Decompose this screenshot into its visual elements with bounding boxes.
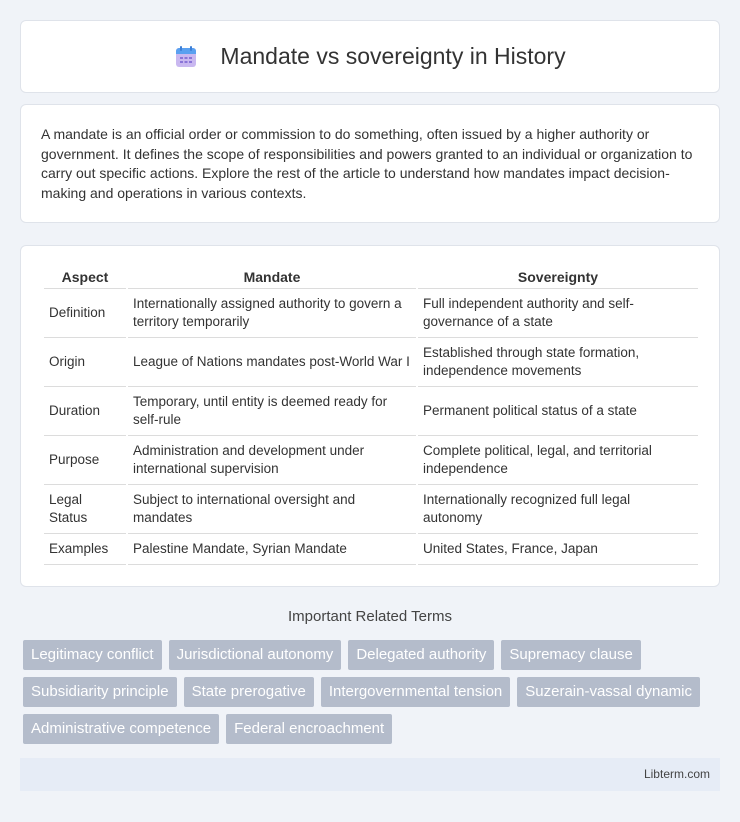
table-row — [44, 387, 698, 436]
cell-sovereignty: Permanent political status of a state — [418, 387, 698, 436]
cell-sovereignty: Complete political, legal, and territorial independence — [418, 436, 698, 485]
cell-aspect: Origin — [44, 338, 126, 387]
related-term-tag[interactable]: State prerogative — [184, 677, 314, 707]
cell-sovereignty: Internationally recognized full legal autonomy — [418, 485, 698, 534]
footer-site-link[interactable]: Libterm.com — [643, 767, 710, 781]
cell-mandate: Temporary, until entity is deemed ready for self-rule — [128, 387, 416, 436]
header-mandate: Mandate — [128, 266, 416, 289]
table-row — [44, 338, 698, 387]
header-aspect: Aspect — [44, 266, 126, 289]
related-term-tag[interactable]: Legitimacy conflict — [23, 640, 162, 670]
cell-mandate: Administration and development under international supervision — [128, 436, 416, 485]
related-term-tag[interactable]: Intergovernmental tension — [321, 677, 510, 707]
related-term-tag[interactable]: Supremacy clause — [501, 640, 640, 670]
cell-mandate: Subject to international oversight and mandates — [128, 485, 416, 534]
cell-sovereignty: Established through state formation, independence movements — [418, 338, 698, 387]
cell-aspect: Purpose — [44, 436, 126, 485]
cell-sovereignty: Full independent authority and self-governance of a state — [418, 289, 698, 338]
related-term-tag[interactable]: Suzerain-vassal dynamic — [517, 677, 700, 707]
cell-mandate: Internationally assigned authority to govern a territory temporarily — [128, 289, 416, 338]
page-title: Mandate vs sovereignty in History — [220, 43, 566, 69]
intro-card — [20, 104, 720, 223]
calendar-icon — [174, 45, 198, 69]
related-term-tag[interactable]: Administrative competence — [23, 714, 219, 744]
comparison-card — [20, 245, 720, 587]
table-row — [44, 289, 698, 338]
table-row — [44, 436, 698, 485]
table-row — [44, 534, 698, 565]
related-term-tag[interactable]: Subsidiarity principle — [23, 677, 177, 707]
related-term-tag[interactable]: Jurisdictional autonomy — [169, 640, 342, 670]
cell-aspect: Legal Status — [44, 485, 126, 534]
related-term-tag[interactable]: Federal encroachment — [226, 714, 392, 744]
cell-aspect: Duration — [44, 387, 126, 436]
intro-text: A mandate is an official order or commission to do something, often issued by a higher authority or government. It defines the scope of responsibilities and powers granted to an individual or organization to carry out specific actions. Explore the rest of the article to understand how mandates impact decision-making and operations in various contexts. — [41, 126, 693, 201]
cell-aspect: Definition — [44, 289, 126, 338]
cell-sovereignty: United States, France, Japan — [418, 534, 698, 565]
cell-mandate: League of Nations mandates post-World War I — [128, 338, 416, 387]
related-term-tag[interactable]: Delegated authority — [348, 640, 494, 670]
header-card — [20, 20, 720, 93]
header-sovereignty: Sovereignty — [418, 266, 698, 289]
comparison-table — [42, 266, 700, 565]
cell-mandate: Palestine Mandate, Syrian Mandate — [128, 534, 416, 565]
table-row — [44, 485, 698, 534]
related-terms-list — [23, 640, 723, 744]
footer — [20, 758, 720, 791]
related-terms-title: Important Related Terms — [288, 608, 452, 625]
cell-aspect: Examples — [44, 534, 126, 565]
